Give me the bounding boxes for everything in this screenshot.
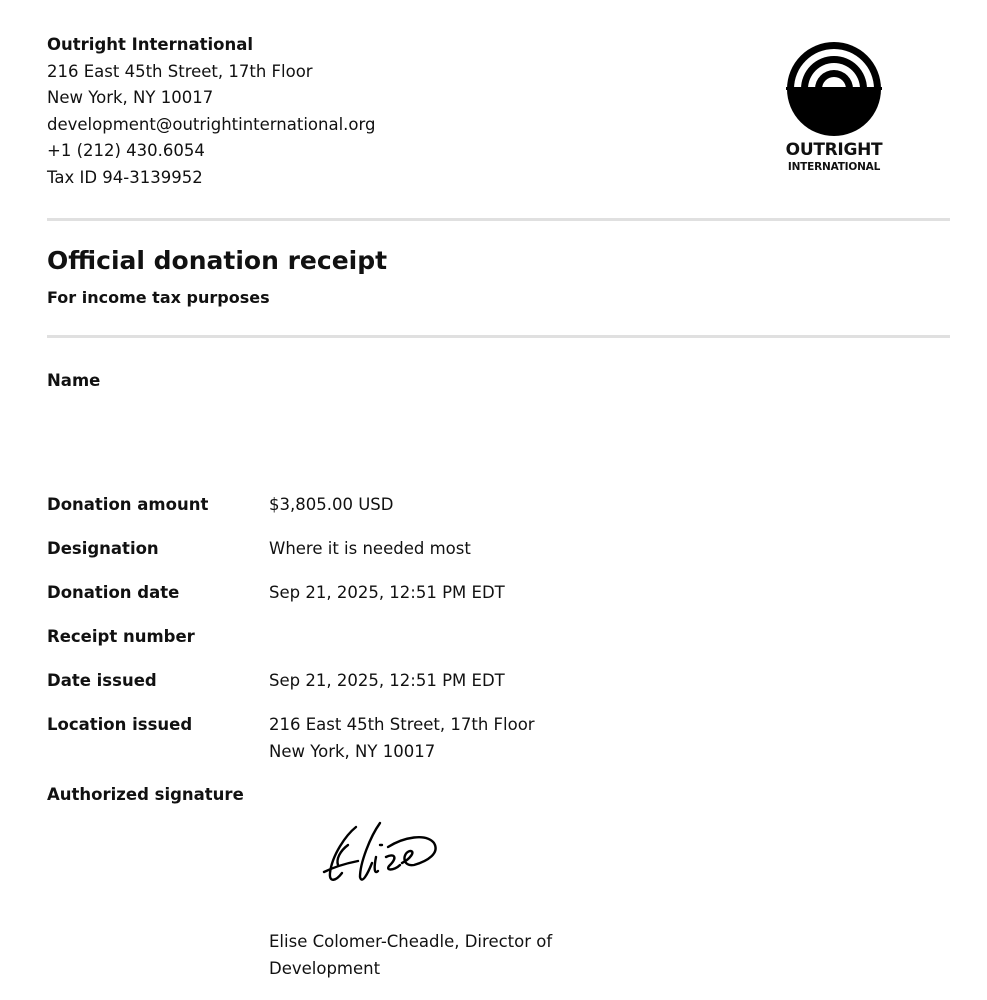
signer-line2: Development xyxy=(269,958,381,978)
org-address-line2: New York, NY 10017 xyxy=(47,88,214,108)
signer-name xyxy=(269,929,552,982)
amount-value: $3,805.00 USD xyxy=(269,495,394,514)
donation-date-value: Sep 21, 2025, 12:51 PM EDT xyxy=(269,583,505,602)
divider xyxy=(47,335,950,338)
signature-image xyxy=(318,815,448,895)
org-tax-id: Tax ID 94-3139952 xyxy=(47,167,203,187)
amount-label: Donation amount xyxy=(47,495,209,514)
org-email: development@outrightinternational.org xyxy=(47,114,376,134)
logo-wordmark: OUTRIGHT xyxy=(785,140,883,160)
divider xyxy=(47,218,950,221)
org-address-line1: 216 East 45th Street, 17th Floor xyxy=(47,61,313,81)
receipt-subtitle: For income tax purposes xyxy=(47,288,270,307)
org-phone: +1 (212) 430.6054 xyxy=(47,141,205,161)
org-name: Outright International xyxy=(47,35,254,54)
signature-label: Authorized signature xyxy=(47,785,244,804)
outright-logo xyxy=(780,40,890,173)
donation-date-label: Donation date xyxy=(47,583,180,602)
location-line1: 216 East 45th Street, 17th Floor xyxy=(269,715,535,734)
logo-emblem-icon xyxy=(780,40,890,140)
location-line2: New York, NY 10017 xyxy=(269,741,436,761)
organization-header xyxy=(47,32,375,192)
designation-value: Where it is needed most xyxy=(269,539,471,558)
date-issued-value: Sep 21, 2025, 12:51 PM EDT xyxy=(269,671,505,690)
receipt-title: Official donation receipt xyxy=(47,246,388,275)
location-issued-value xyxy=(269,712,535,765)
location-issued-label: Location issued xyxy=(47,715,193,734)
signer-line1: Elise Colomer-Cheadle, Director of xyxy=(269,932,553,951)
receipt-number-label: Receipt number xyxy=(47,627,195,646)
name-label: Name xyxy=(47,371,101,390)
date-issued-label: Date issued xyxy=(47,671,157,690)
logo-wordmark-sub: INTERNATIONAL xyxy=(787,161,881,173)
designation-label: Designation xyxy=(47,539,159,558)
